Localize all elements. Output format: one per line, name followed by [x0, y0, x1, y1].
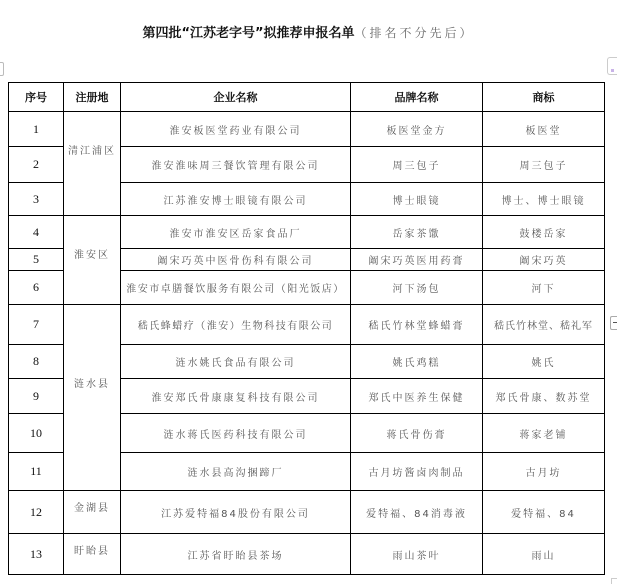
nomination-table: [8, 82, 605, 575]
cell-no: 1: [9, 112, 64, 147]
cell-trademark: 姚氏: [483, 345, 605, 379]
collapse-toggle-icon[interactable]: [610, 316, 617, 330]
cell-region: 盱眙县: [64, 534, 121, 575]
page-corner-marker-bottom: [611, 578, 617, 584]
cell-brand: 姚氏鸡糕: [351, 345, 483, 379]
table-row: [9, 112, 605, 147]
table-row: [9, 216, 605, 249]
cell-brand: 河下汤包: [351, 271, 483, 305]
cell-no: 10: [9, 414, 64, 453]
cell-brand: 博士眼镜: [351, 183, 483, 216]
cell-no: 5: [9, 249, 64, 271]
cell-company: 嵇氏蜂蜡疗（淮安）生物科技有限公司: [121, 305, 351, 345]
cell-no: 11: [9, 453, 64, 491]
cell-no: 9: [9, 379, 64, 414]
cell-no: 13: [9, 534, 64, 575]
cell-region: 淮安区: [64, 216, 121, 305]
title-subtitle: （排名不分先后）: [354, 26, 475, 40]
header-trademark: 商标: [483, 83, 605, 112]
cell-trademark: 周三包子: [483, 147, 605, 183]
cell-company: 阚宋巧英中医骨伤科有限公司: [121, 249, 351, 271]
cell-brand: 古月坊酱卤肉制品: [351, 453, 483, 491]
page-corner-marker-left: [0, 62, 4, 76]
cell-brand: 嵇氏竹林堂蜂蜡膏: [351, 305, 483, 345]
title-main: 第四批“江苏老字号”拟推荐申报名单: [142, 26, 355, 41]
cell-trademark: 爱特福、84: [483, 491, 605, 534]
header-company: 企业名称: [121, 83, 351, 112]
cell-company: 涟水县高沟捆蹄厂: [121, 453, 351, 491]
cell-region: 金湖县: [64, 491, 121, 534]
table-row: [9, 491, 605, 534]
cell-no: 6: [9, 271, 64, 305]
cell-no: 7: [9, 305, 64, 345]
cell-trademark: 鼓楼岳家: [483, 216, 605, 249]
cell-brand: 岳家茶馓: [351, 216, 483, 249]
cell-trademark: 博士、博士眼镜: [483, 183, 605, 216]
cell-company: 淮安板医堂药业有限公司: [121, 112, 351, 147]
cell-trademark: 雨山: [483, 534, 605, 575]
cell-trademark: 嵇氏竹林堂、嵇礼军: [483, 305, 605, 345]
cell-brand: 蒋氏骨伤膏: [351, 414, 483, 453]
cell-company: 江苏省盱眙县茶场: [121, 534, 351, 575]
header-region: 注册地: [64, 83, 121, 112]
cell-company: 淮安淮味周三餐饮管理有限公司: [121, 147, 351, 183]
cell-brand: 郑氏中医养生保健: [351, 379, 483, 414]
cell-no: 4: [9, 216, 64, 249]
cell-brand: 阚宋巧英医用药膏: [351, 249, 483, 271]
side-tab-icon[interactable]: [607, 57, 617, 75]
table-header-row: [9, 83, 605, 112]
cell-company: 淮安郑氏骨康康复科技有限公司: [121, 379, 351, 414]
cell-brand: 雨山茶叶: [351, 534, 483, 575]
cell-no: 2: [9, 147, 64, 183]
table-row: [9, 305, 605, 345]
cell-no: 3: [9, 183, 64, 216]
cell-company: 涟水蒋氏医药科技有限公司: [121, 414, 351, 453]
header-serial-no: 序号: [9, 83, 64, 112]
cell-company: 江苏淮安博士眼镜有限公司: [121, 183, 351, 216]
cell-company: 涟水姚氏食品有限公司: [121, 345, 351, 379]
cell-company: 淮安市卓膳餐饮服务有限公司（阳光饭店）: [121, 271, 351, 305]
cell-no: 8: [9, 345, 64, 379]
cell-trademark: 板医堂: [483, 112, 605, 147]
cell-region: 清江浦区: [64, 112, 121, 216]
cell-region: 涟水县: [64, 305, 121, 491]
document-title: [0, 22, 617, 41]
cell-brand: 板医堂金方: [351, 112, 483, 147]
cell-brand: 爱特福、84消毒液: [351, 491, 483, 534]
table-row: [9, 534, 605, 575]
cell-trademark: 阚宋巧英: [483, 249, 605, 271]
cell-company: 江苏爱特福84股份有限公司: [121, 491, 351, 534]
cell-trademark: 蒋家老铺: [483, 414, 605, 453]
cell-trademark: 郑氏骨康、数苏堂: [483, 379, 605, 414]
cell-brand: 周三包子: [351, 147, 483, 183]
header-brand: 品牌名称: [351, 83, 483, 112]
cell-trademark: 古月坊: [483, 453, 605, 491]
cell-trademark: 河下: [483, 271, 605, 305]
cell-no: 12: [9, 491, 64, 534]
cell-company: 淮安市淮安区岳家食品厂: [121, 216, 351, 249]
